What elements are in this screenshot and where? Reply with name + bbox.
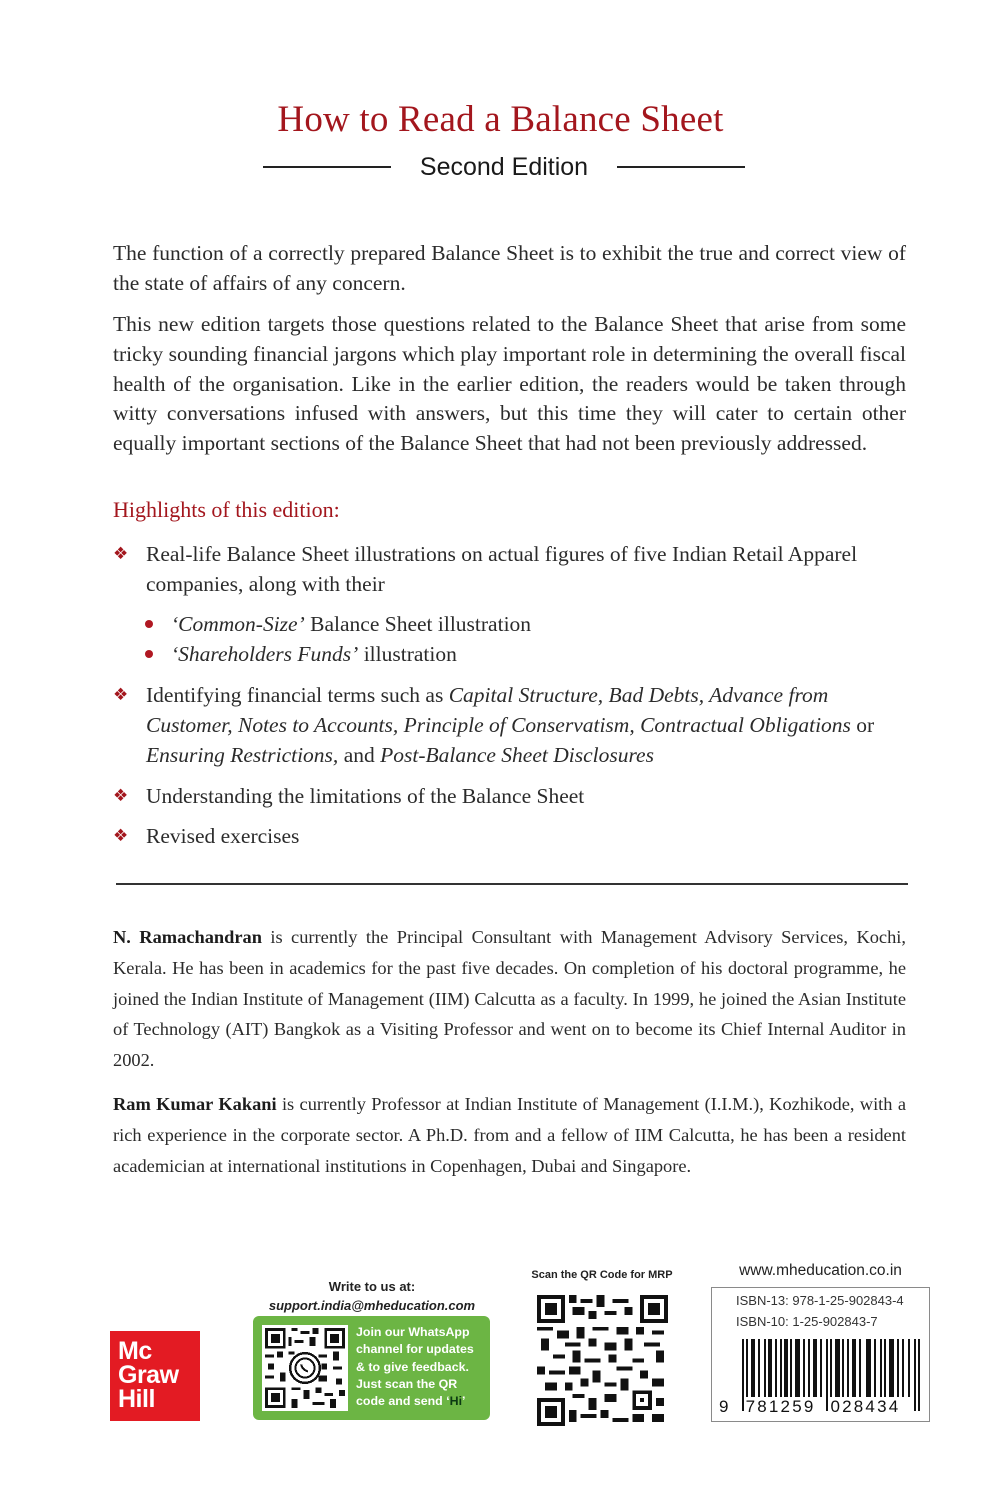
whatsapp-hi: Hi (449, 1394, 463, 1409)
book-title: How to Read a Balance Sheet (277, 99, 724, 140)
section-divider (116, 883, 908, 885)
logo-line: Graw (118, 1361, 179, 1389)
edition-rule-right (617, 166, 745, 168)
highlight-item (113, 681, 913, 771)
author-bio-2 (113, 1089, 906, 1181)
barcode-digit-group: 9 (719, 1397, 731, 1416)
barcode-digits (718, 1397, 923, 1417)
highlight-text: Revised exercises (146, 824, 300, 848)
subitem-italic: ‘Common-Size’ (171, 612, 305, 636)
segment-italic: Post-Balance Sheet Disclosures (380, 742, 654, 767)
four-diamond-icon: ❖ (113, 544, 129, 564)
mrp-qr-label: Scan the QR Code for MRP (531, 1269, 673, 1281)
four-diamond-icon: ❖ (113, 786, 129, 806)
subitem-text: illustration (358, 642, 457, 666)
highlights-heading: Highlights of this edition: (113, 497, 340, 522)
description-paragraph-2: This new edition targets those questions related to the Balance Sheet that arise from some tricky sounding financial jargons which play important role in determining the overall fiscal health of the organisation. Like in the earlier edition, the readers would be taken through witty conversations infused with answers, but this time they will cater to certain other equally important sections of the Balance Sheet that had not been previously addressed. (113, 312, 906, 456)
four-diamond-icon: ❖ (113, 685, 129, 705)
description-paragraph-1: The function of a correctly prepared Balance Sheet is to exhibit the true and correct view of the state of affairs of any concern. (113, 241, 906, 295)
author-bio-text: is currently Professor at Indian Institute of Management (I.I.M.), Kozhikode, with a rich experience in the corporate sector. A Ph.D. from and a fellow of IIM Calcutta, he has been a resident academician at international institutions in Copenhagen, Dubai and Singapore. (113, 1094, 906, 1176)
highlight-subitem (145, 610, 531, 640)
contact-label: Write to us at: (328, 1279, 416, 1294)
whatsapp-text-main: Join our WhatsApp channel for updates & to give feedback. Just scan the QR code and send ‘ (356, 1325, 474, 1409)
mcgraw-hill-logo (110, 1331, 200, 1421)
isbn-10: ISBN-10: 1-25-902843-7 (736, 1314, 878, 1329)
highlight-item (113, 822, 913, 852)
segment-italic: Capital Structure, Bad Debts, Advance from Customer, Notes to Accounts, Principle of Conservatism, Contractual Obligations (146, 683, 851, 737)
whatsapp-panel (253, 1316, 490, 1420)
bullet-dot-icon (145, 620, 153, 628)
highlight-text: Understanding the limitations of the Balance Sheet (146, 784, 585, 808)
whatsapp-text (356, 1324, 486, 1410)
highlight-text (146, 681, 913, 770)
edition-row (263, 150, 745, 184)
logo-line: Mc (118, 1337, 152, 1365)
four-diamond-icon: ❖ (113, 826, 129, 846)
whatsapp-text-end: ’ (462, 1394, 466, 1409)
highlight-item (113, 540, 913, 600)
segment-italic: Ensuring Restrictions, (146, 742, 339, 767)
author-bio-1 (113, 922, 906, 1076)
whatsapp-qr-code-icon[interactable] (262, 1325, 348, 1411)
segment: or (850, 712, 875, 737)
highlight-text: Real-life Balance Sheet illustrations on actual figures of five Indian Retail Apparel companies, along with their (146, 542, 858, 596)
segment: and (338, 742, 381, 767)
isbn-barcode-box (711, 1287, 930, 1422)
author-name: N. Ramachandran (113, 927, 262, 947)
subitem-text: Balance Sheet illustration (304, 612, 532, 636)
mrp-qr-code-icon[interactable] (537, 1295, 668, 1426)
highlight-item (113, 782, 913, 812)
edition-rule-left (263, 166, 391, 168)
author-bio-text: is currently the Principal Consultant with Management Advisory Services, Kochi, Kerala. He has been in academics for the past five decades. On completion of his doctoral programme, he joined the Indian Institute of Management (IIM) Calcutta as a faculty. In 1999, he joined the Asian Institute of Technology (AIT) Bangkok as a Visiting Professor and went on to become its Chief Internal Auditor in 2002. (113, 927, 906, 1071)
bullet-dot-icon (145, 650, 153, 658)
subitem-italic: ‘Shareholders Funds’ (171, 642, 359, 666)
logo-line: Hill (118, 1385, 155, 1413)
segment: Identifying financial terms such as (146, 683, 449, 707)
publisher-website[interactable]: www.mheducation.co.in (739, 1262, 902, 1279)
barcode-digit-group: 781259 (745, 1397, 816, 1416)
contact-email[interactable]: support.india@mheducation.com (268, 1298, 476, 1313)
author-name: Ram Kumar Kakani (113, 1094, 277, 1114)
barcode-digit-group: 028434 (830, 1397, 901, 1416)
edition-label: Second Edition (419, 152, 589, 181)
highlight-subitem (145, 640, 457, 670)
isbn-13: ISBN-13: 978-1-25-902843-4 (736, 1293, 904, 1308)
